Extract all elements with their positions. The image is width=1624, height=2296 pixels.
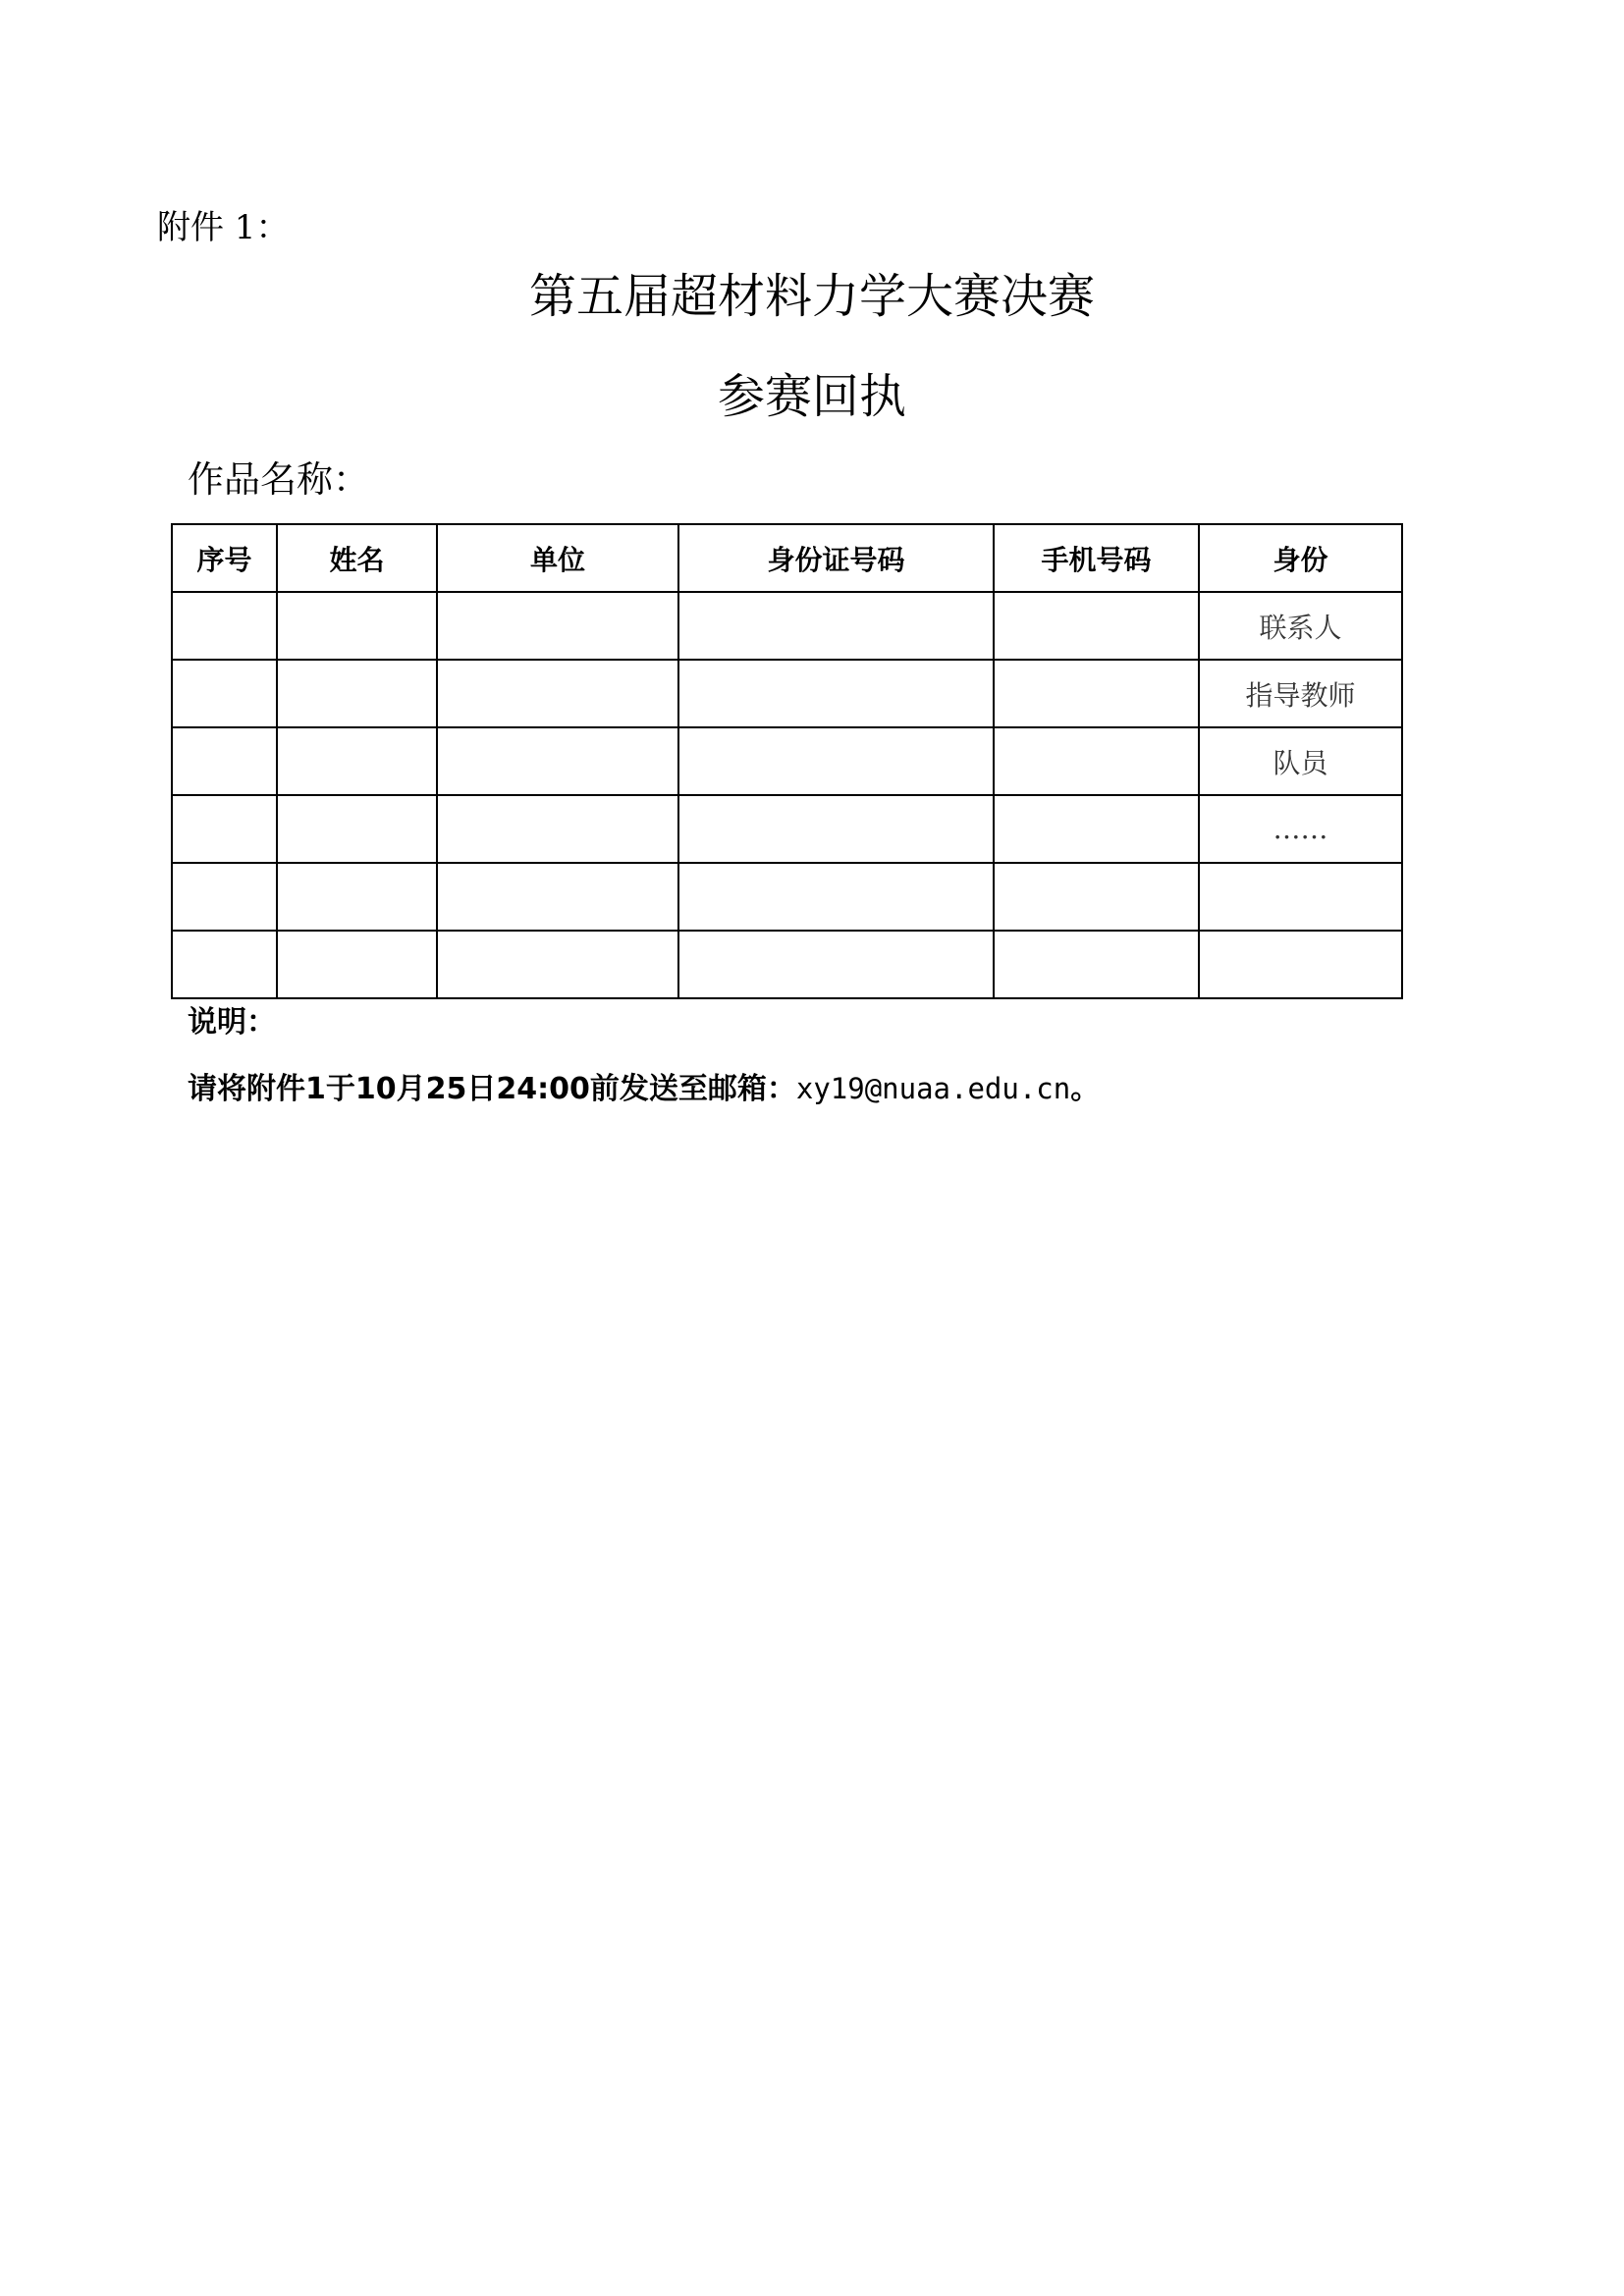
- cell-id-number: [678, 592, 994, 660]
- cell-name: [277, 931, 437, 998]
- cell-serial-number: [172, 660, 277, 727]
- header-organization: 单位: [437, 524, 678, 592]
- cell-name: [277, 863, 437, 931]
- cell-serial-number: [172, 592, 277, 660]
- table-row: [172, 727, 1402, 795]
- cell-serial-number: [172, 863, 277, 931]
- note-instruction: 请将附件1于10月25日24:00前发送至邮箱：: [188, 1072, 796, 1106]
- table-row: [172, 592, 1402, 660]
- cell-id-number: [678, 660, 994, 727]
- cell-role: 队员: [1199, 727, 1402, 795]
- header-role: 身份: [1199, 524, 1402, 592]
- cell-organization: [437, 863, 678, 931]
- cell-role: 联系人: [1199, 592, 1402, 660]
- cell-name: [277, 795, 437, 863]
- cell-serial-number: [172, 931, 277, 998]
- cell-phone-number: [994, 795, 1199, 863]
- note-title: 说明：: [188, 1005, 276, 1040]
- header-id-number: 身份证号码: [678, 524, 994, 592]
- cell-id-number: [678, 931, 994, 998]
- document-title: 第五届超材料力学大赛决赛: [528, 269, 1095, 324]
- cell-name: [277, 592, 437, 660]
- cell-organization: [437, 592, 678, 660]
- cell-id-number: [678, 795, 994, 863]
- cell-role: [1199, 931, 1402, 998]
- cell-organization: [437, 660, 678, 727]
- cell-name: [277, 727, 437, 795]
- cell-phone-number: [994, 727, 1199, 795]
- cell-phone-number: [994, 592, 1199, 660]
- cell-id-number: [678, 727, 994, 795]
- cell-serial-number: [172, 795, 277, 863]
- cell-phone-number: [994, 931, 1199, 998]
- header-serial-number: 序号: [172, 524, 277, 592]
- cell-organization: [437, 795, 678, 863]
- header-name: 姓名: [277, 524, 437, 592]
- cell-id-number: [678, 863, 994, 931]
- table-row: [172, 863, 1402, 931]
- table-row: [172, 931, 1402, 998]
- cell-role: [1199, 863, 1402, 931]
- cell-organization: [437, 931, 678, 998]
- document-subtitle: 参赛回执: [717, 369, 906, 424]
- header-phone-number: 手机号码: [994, 524, 1199, 592]
- table-header-row: [172, 524, 1402, 592]
- table-row: [172, 795, 1402, 863]
- cell-role: ……: [1199, 795, 1402, 863]
- registration-table: [171, 523, 1403, 999]
- table-row: [172, 660, 1402, 727]
- email-address: xy19@nuaa.edu.cn: [795, 1072, 1071, 1105]
- cell-serial-number: [172, 727, 277, 795]
- cell-phone-number: [994, 660, 1199, 727]
- cell-organization: [437, 727, 678, 795]
- cell-name: [277, 660, 437, 727]
- work-name-label: 作品名称：: [188, 458, 369, 501]
- note-text: [188, 1066, 1100, 1112]
- cell-role: 指导教师: [1199, 660, 1402, 727]
- attachment-label: 附件 1：: [157, 208, 290, 247]
- note-end-punctuation: 。: [1070, 1072, 1101, 1106]
- cell-phone-number: [994, 863, 1199, 931]
